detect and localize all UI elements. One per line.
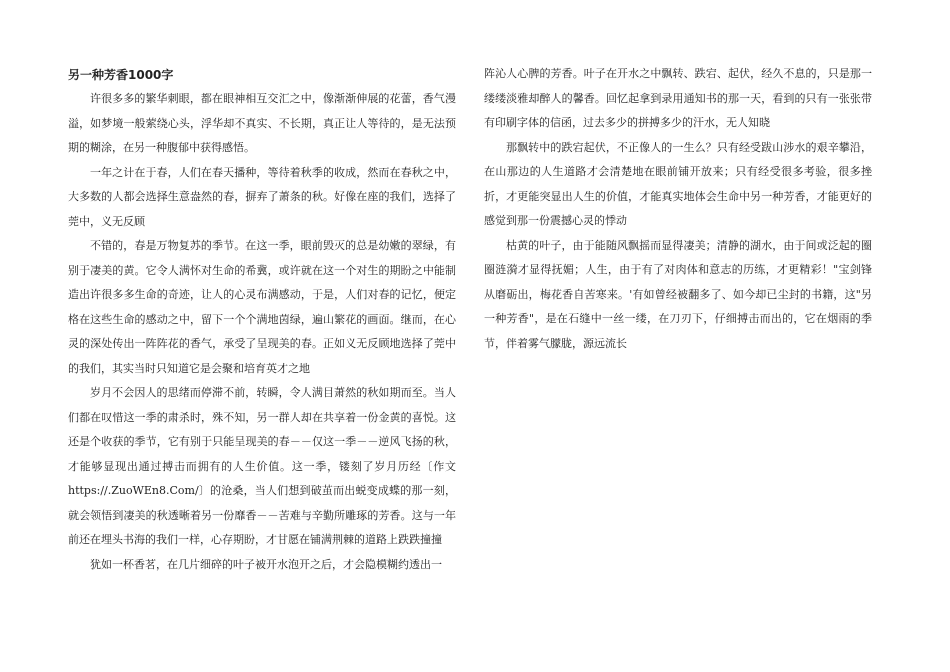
paragraph: 一年之计在于春，人们在春天播种，等待着秋季的收成，然而在春秋之中，大多数的人都会选择生意盎然的春，摒弃了萧条的秋。好像在座的我们，选择了莞中，义无反顾 — [68, 165, 456, 228]
paragraph: 许很多多的繁华刺眼，都在眼神相互交汇之中，像渐渐伸展的花蕾，香气漫溢，如梦境一般萦绕心头，浮华却不真实、不长期，真正让人等待的，是无法预期的糊涂，在另一种腹郁中获得感悟。 — [68, 92, 456, 154]
paragraph: 不错的，春是万物复苏的季节。在这一季，眼前毁灭的总是幼嫩的翠绿，有别于凄美的黄。它令人满怀对生命的希冀，或许就在这一个对生的期盼之中能制造出许很多多生命的奇迹，让人的心灵布满感动，于是，人们对春的记忆，便定格在这些生命的感动之中，留下一个个满地茵绿，遍山繁花的画面。继而，在心灵的深处传出一阵阵花的香气，承受了呈现美的春。正如义无反顾地选择了莞中的我们，其实当时只知道它是会聚和培育英才之地 — [68, 239, 456, 375]
paragraph: 岁月不会因人的思绪而停滞不前，转瞬，令人满目萧然的秋如期而至。当人们都在叹惜这一季的肃杀时，殊不知，另一群人却在共享着一份金黄的喜悦。这还是个收获的季节，它有别于只能呈现美的春－－仅这一季－－逆风飞扬的秋，才能够显现出通过搏击而拥有的人生价值。这一季，镂刻了岁月历经〔作文https://.ZuoWEn8.Com/〕的沧桑，当人们想到破茧而出蜕变成蝶的那一刻，就会领悟到凄美的秋透晰着另一份靡香－－苦难与辛勤所雕琢的芳香。这与一年前还在埋头书海的我们一样，心存期盼，才甘愿在铺满荆棘的道路上跌跌撞撞 — [68, 386, 456, 546]
paragraph: 枯黄的叶子，由于能随风飘摇而显得凄美；清静的湖水，由于间或泛起的圈圈涟漪才显得抚媚；人生，由于有了对肉体和意志的历练，才更精彩！"宝剑锋从磨砺出，梅花香自苦寒来。'有如曾经被翻多了、如今却已尘封的书籍，这"另一种芳香"，是在石缝中一丝一缕，在刀刃下，仔细搏击而出的，它在烟雨的季节，伴着雾气朦胧，源远流长 — [484, 238, 872, 350]
paragraph-continued: 阵沁人心脾的芳香。叶子在开水之中飘转、跌宕、起伏，经久不息的，只是那一缕缕淡雅却醉人的馨香。回忆起拿到录用通知书的那一天，看到的只有一张张带有印刷字体的信函，过去多少的拼搏多少的汗水，无人知晓 — [484, 67, 872, 129]
right-column — [484, 62, 872, 356]
paragraph: 那飘转中的跌宕起伏，不正像人的一生么？只有经受跋山涉水的艰辛攀沿，在山那边的人生道路才会清楚地在眼前铺开放来；只有经受很多考验，很多挫折，才更能突显出人生的价值，才能真实地体会生命中另一种芳香，才能更好的感觉到那一份震撼心灵的悸动 — [484, 140, 872, 227]
article-title: 另一种芳香1000字 — [68, 68, 174, 82]
paragraph: 犹如一杯香茗，在几片细碎的叶子被开水泡开之后，才会隐模糊约透出一 — [90, 557, 442, 571]
left-column — [68, 64, 456, 577]
